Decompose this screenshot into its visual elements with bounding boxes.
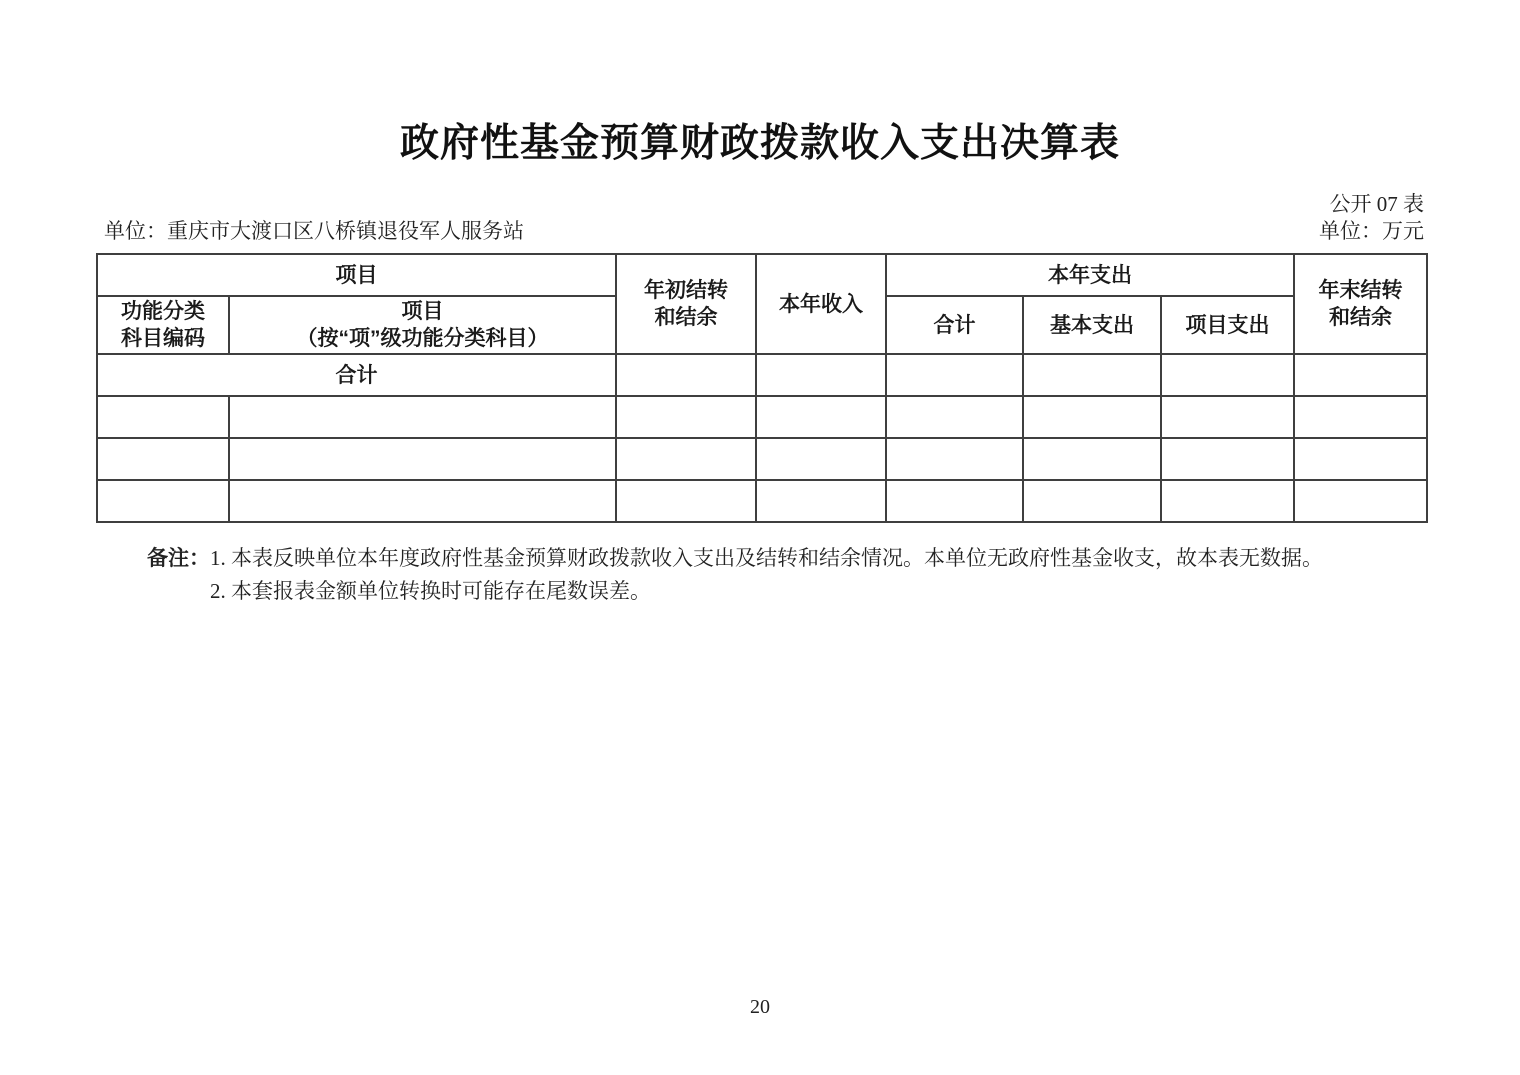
total-begin-balance-cell — [616, 354, 756, 396]
end-balance-line1: 年末结转 — [1318, 279, 1403, 302]
header-year-income: 本年收入 — [756, 254, 886, 354]
header-project-item — [229, 296, 616, 354]
meta-row — [104, 215, 1424, 245]
empty-cell — [756, 480, 886, 522]
header-expense-total: 合计 — [886, 296, 1023, 354]
total-end-balance-cell — [1294, 354, 1427, 396]
total-year-income-cell — [756, 354, 886, 396]
empty-cell — [1161, 480, 1294, 522]
empty-cell — [756, 438, 886, 480]
project-item-line1: 项目 — [401, 300, 444, 323]
header-project-expense: 项目支出 — [1161, 296, 1294, 354]
empty-cell — [229, 396, 616, 438]
table-row — [97, 438, 1427, 480]
empty-cell — [97, 396, 229, 438]
empty-cell — [886, 480, 1023, 522]
empty-cell — [1023, 438, 1161, 480]
empty-cell — [1294, 480, 1427, 522]
header-begin-balance — [616, 254, 756, 354]
notes-label: 备注： — [147, 547, 210, 570]
empty-cell — [1161, 396, 1294, 438]
empty-cell — [886, 438, 1023, 480]
page-number: 20 — [750, 996, 770, 1018]
empty-cell — [616, 438, 756, 480]
header-end-balance — [1294, 254, 1427, 354]
begin-balance-line2: 和结余 — [654, 306, 718, 329]
total-expense-total-cell — [886, 354, 1023, 396]
empty-cell — [1161, 438, 1294, 480]
func-code-line1: 功能分类 — [121, 300, 205, 323]
table-number-label: 公开 07 表 — [1329, 192, 1424, 216]
currency-unit-label: 单位：万元 — [1319, 219, 1424, 243]
empty-cell — [616, 480, 756, 522]
empty-cell — [97, 480, 229, 522]
header-func-code — [97, 296, 229, 354]
empty-cell — [229, 438, 616, 480]
empty-cell — [97, 438, 229, 480]
empty-cell — [229, 480, 616, 522]
note-item-1: 1. 本表反映单位本年度政府性基金预算财政拨款收入支出及结转和结余情况。本单位无政府性基金收支，故本表无数据。 — [210, 546, 1323, 570]
empty-cell — [1294, 396, 1427, 438]
empty-cell — [756, 396, 886, 438]
func-code-line2: 科目编码 — [121, 327, 205, 350]
total-row-label: 合计 — [97, 354, 616, 396]
header-row-1 — [97, 254, 1427, 296]
end-balance-line2: 和结余 — [1329, 306, 1393, 329]
empty-cell — [1023, 480, 1161, 522]
fiscal-table — [96, 253, 1428, 523]
header-year-expense-group: 本年支出 — [886, 254, 1294, 296]
notes-block — [147, 542, 1323, 608]
total-row — [97, 354, 1427, 396]
note-item-2: 2. 本套报表金额单位转换时可能存在尾数误差。 — [210, 579, 651, 603]
page-title: 政府性基金预算财政拨款收入支出决算表 — [399, 122, 1120, 165]
header-basic-expense: 基本支出 — [1023, 296, 1161, 354]
begin-balance-line1: 年初结转 — [644, 279, 728, 302]
total-basic-expense-cell — [1023, 354, 1161, 396]
empty-cell — [616, 396, 756, 438]
table-row — [97, 480, 1427, 522]
project-item-line2: （按“项”级功能分类科目） — [296, 327, 549, 350]
table-row — [97, 396, 1427, 438]
org-unit-label: 单位：重庆市大渡口区八桥镇退役军人服务站 — [104, 219, 524, 243]
empty-cell — [1023, 396, 1161, 438]
total-project-expense-cell — [1161, 354, 1294, 396]
header-project-group: 项目 — [97, 254, 616, 296]
empty-cell — [1294, 438, 1427, 480]
empty-cell — [886, 396, 1023, 438]
notes-items — [210, 542, 1323, 608]
